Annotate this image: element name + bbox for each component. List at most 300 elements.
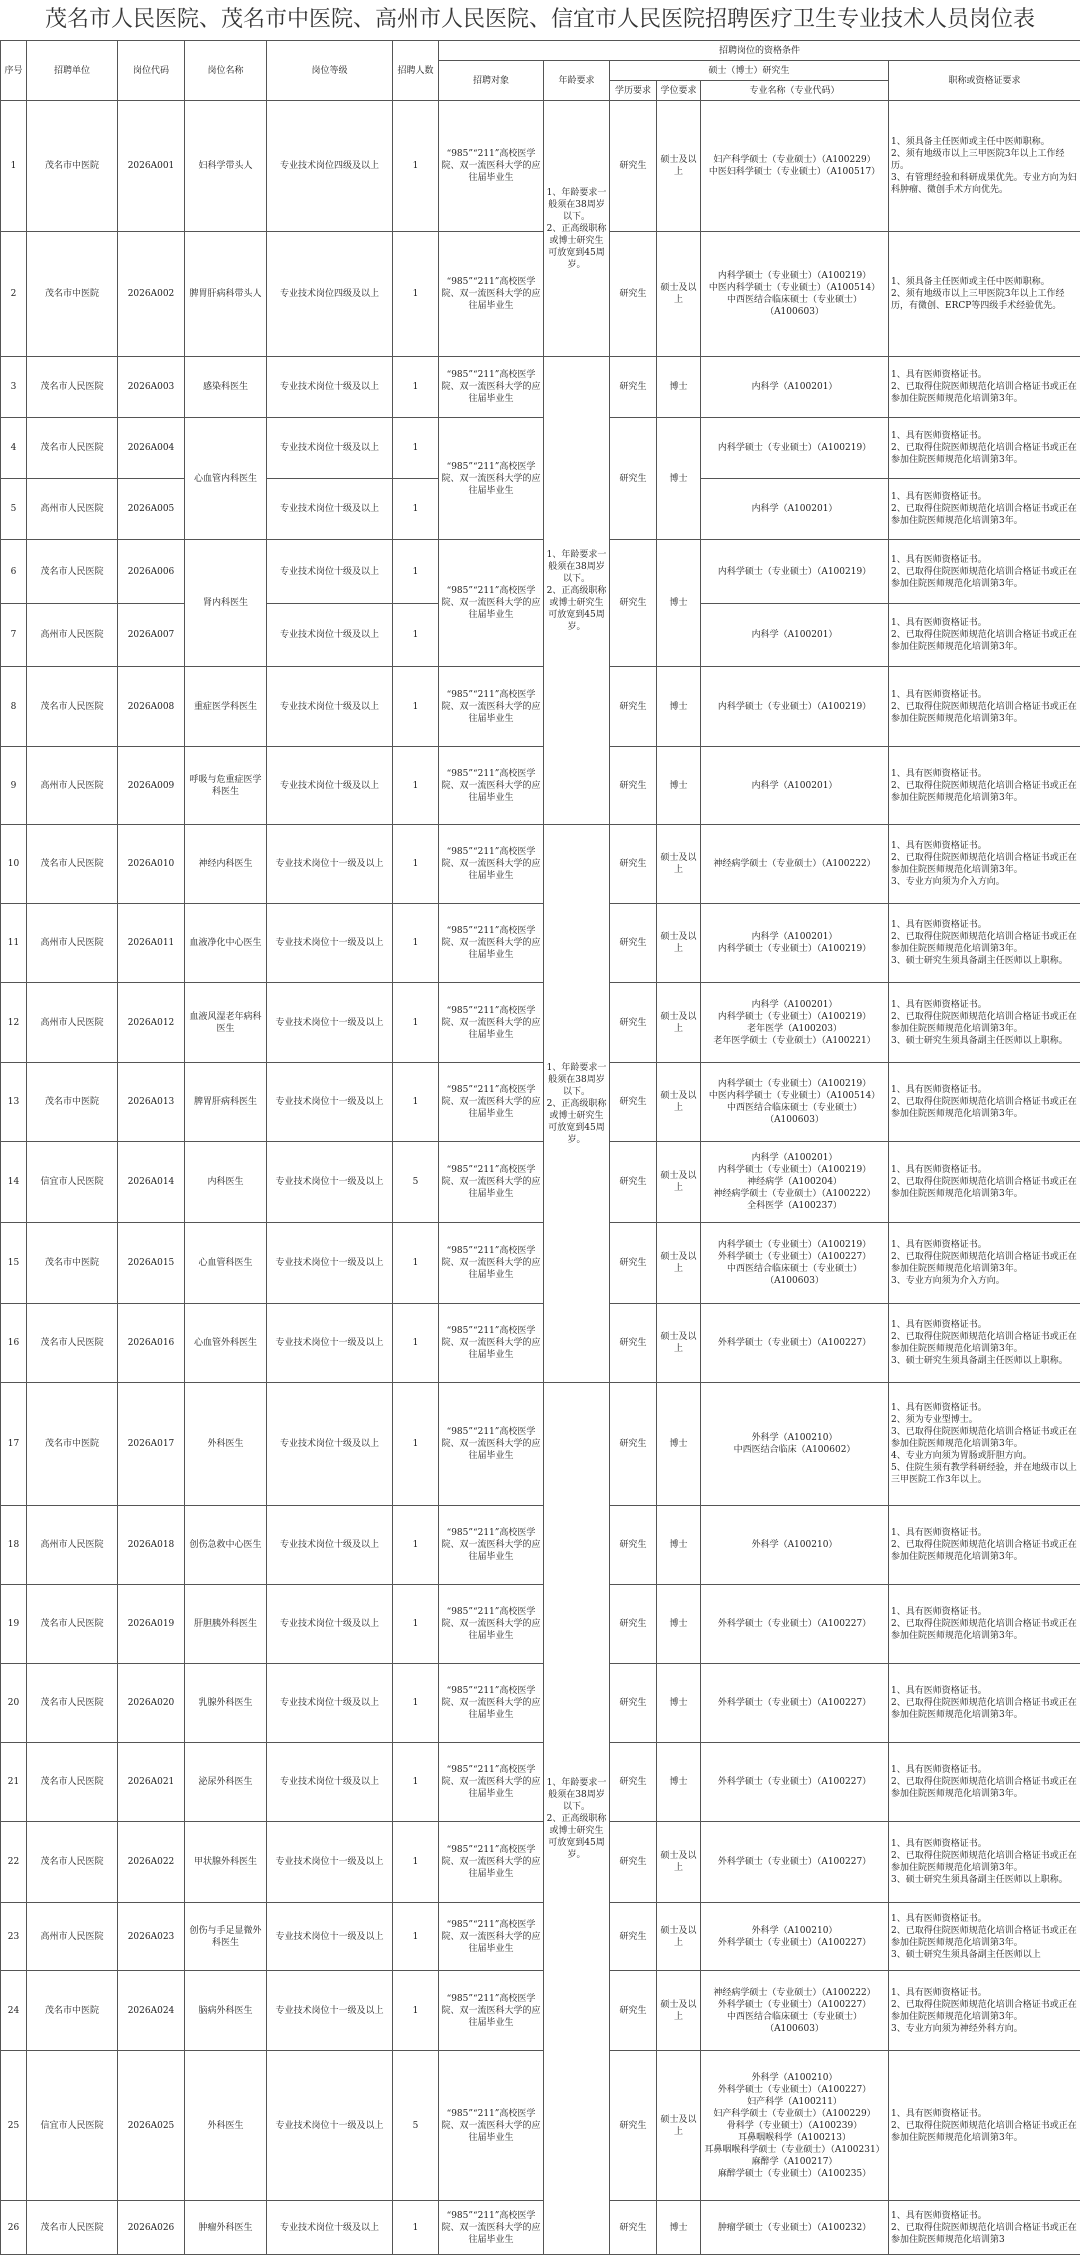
table-row xyxy=(1,1971,1080,2051)
cell-degree: 硕士及以上 xyxy=(657,1304,701,1383)
cell-seq: 20 xyxy=(1,1664,27,1743)
header-age: 年龄要求 xyxy=(544,61,610,101)
cell-level: 专业技术岗位十级及以上 xyxy=(267,540,393,604)
cell-target: “985”“211”高校医学院、双一流医科大学的应往届毕业生 xyxy=(439,540,544,667)
header-edu: 学历要求 xyxy=(610,81,657,101)
cell-code: 2026A005 xyxy=(118,479,185,540)
cell-count: 5 xyxy=(393,2051,439,2201)
cell-major: 肿瘤学硕士（专业硕士）（A100232） xyxy=(701,2201,889,2255)
cell-count: 1 xyxy=(393,1223,439,1304)
cell-major: 内科学硕士（专业硕士）（A100219） 中医内科学硕士（专业硕士）（A100514） 中西医结合临床硕士（专业硕士）（A100603） xyxy=(701,1063,889,1142)
position-table xyxy=(0,40,1080,2255)
cell-cert: 1、具有医师资格证书。 2、已取得住院医师规范化培训合格证书或正在参加住院医师规范化培训第3年。 3、硕士研究生须具备副主任医师以上职称。 xyxy=(889,904,1080,983)
cell-seq: 10 xyxy=(1,825,27,904)
cell-seq: 19 xyxy=(1,1585,27,1664)
cell-edu: 研究生 xyxy=(610,357,657,418)
cell-unit: 茂名市人民医院 xyxy=(27,667,118,747)
cell-major: 内科学硕士（专业硕士）（A100219） 外科学硕士（专业硕士）（A100227） 中西医结合临床硕士（专业硕士）（A100603） xyxy=(701,1223,889,1304)
cell-cert: 1、具有医师资格证书。 2、已取得住院医师规范化培训合格证书或正在参加住院医师规范化培训第3年。 xyxy=(889,1585,1080,1664)
cell-name: 外科医生 xyxy=(185,2051,267,2201)
cell-name: 外科医生 xyxy=(185,1383,267,1506)
cell-seq: 13 xyxy=(1,1063,27,1142)
cell-target: “985”“211”高校医学院、双一流医科大学的应往届毕业生 xyxy=(439,357,544,418)
table-row xyxy=(1,418,1080,479)
cell-edu: 研究生 xyxy=(610,1063,657,1142)
cell-major: 内科学（A100201） 内科学硕士（专业硕士）（A100219） 老年医学（A100203） 老年医学硕士（专业硕士）（A100221） xyxy=(701,983,889,1063)
cell-edu: 研究生 xyxy=(610,1743,657,1822)
cell-unit: 茂名市人民医院 xyxy=(27,540,118,604)
cell-cert: 1、具有医师资格证书。 2、已取得住院医师规范化培训合格证书或正在参加住院医师规范化培训第3年。 3、专业方向须为介入方向。 xyxy=(889,825,1080,904)
cell-level: 专业技术岗位十级及以上 xyxy=(267,1585,393,1664)
table-row xyxy=(1,540,1080,604)
cell-code: 2026A011 xyxy=(118,904,185,983)
cell-edu: 研究生 xyxy=(610,232,657,357)
cell-level: 专业技术岗位十级及以上 xyxy=(267,667,393,747)
cell-seq: 8 xyxy=(1,667,27,747)
cell-count: 1 xyxy=(393,825,439,904)
cell-level: 专业技术岗位十级及以上 xyxy=(267,1383,393,1506)
cell-level: 专业技术岗位十一级及以上 xyxy=(267,825,393,904)
cell-major: 内科学（A100201） 内科学硕士（专业硕士）（A100219） 神经病学（A100204） 神经病学硕士（专业硕士）（A100222） 全科医学（A100237） xyxy=(701,1142,889,1223)
cell-edu: 研究生 xyxy=(610,1971,657,2051)
cell-count: 1 xyxy=(393,604,439,667)
cell-count: 1 xyxy=(393,983,439,1063)
cell-count: 1 xyxy=(393,1063,439,1142)
cell-unit: 高州市人民医院 xyxy=(27,747,118,825)
cell-name: 脑病外科医生 xyxy=(185,1971,267,2051)
cell-cert: 1、具有医师资格证书。 2、已取得住院医师规范化培训合格证书或正在参加住院医师规范化培训第3年。 3、硕士研究生须具备副主任医师以上职称。 xyxy=(889,983,1080,1063)
cell-degree: 博士 xyxy=(657,540,701,667)
cell-seq: 14 xyxy=(1,1142,27,1223)
cell-cert: 1、具有医师资格证书。 2、已取得住院医师规范化培训合格证书或正在参加住院医师规范化培训第3年。 xyxy=(889,604,1080,667)
cell-target: “985”“211”高校医学院、双一流医科大学的应往届毕业生 xyxy=(439,1822,544,1903)
cell-code: 2026A001 xyxy=(118,101,185,232)
table-row xyxy=(1,983,1080,1063)
cell-level: 专业技术岗位十一级及以上 xyxy=(267,904,393,983)
header-degree: 学位要求 xyxy=(657,81,701,101)
cell-cert: 1、须具备主任医师或主任中医师职称。 2、须有地级市以上三甲医院3年以上工作经历，有微创、ERCP等四级手术经验优先。 xyxy=(889,232,1080,357)
cell-name: 心血管内科医生 xyxy=(185,418,267,540)
cell-edu: 研究生 xyxy=(610,1664,657,1743)
cell-degree: 博士 xyxy=(657,1506,701,1585)
cell-unit: 茂名市中医院 xyxy=(27,1971,118,2051)
cell-seq: 5 xyxy=(1,479,27,540)
cell-major: 内科学硕士（专业硕士）（A100219） xyxy=(701,667,889,747)
cell-edu: 研究生 xyxy=(610,1903,657,1971)
cell-age: 1、年龄要求一般须在38周岁以下。 2、正高级职称或博士研究生可放宽到45周岁。 xyxy=(544,825,610,1383)
cell-name: 血液风湿老年病科医生 xyxy=(185,983,267,1063)
cell-degree: 硕士及以上 xyxy=(657,1142,701,1223)
cell-name: 脾胃肝病科医生 xyxy=(185,1063,267,1142)
cell-seq: 18 xyxy=(1,1506,27,1585)
cell-major: 外科学硕士（专业硕士）（A100227） xyxy=(701,1743,889,1822)
cell-count: 1 xyxy=(393,1664,439,1743)
cell-code: 2026A003 xyxy=(118,357,185,418)
cell-cert: 1、具有医师资格证书。 2、已取得住院医师规范化培训合格证书或正在参加住院医师规范化培训第3年。 3、专业方向须为神经外科方向。 xyxy=(889,1971,1080,2051)
cell-unit: 茂名市人民医院 xyxy=(27,1304,118,1383)
cell-unit: 茂名市人民医院 xyxy=(27,825,118,904)
cell-cert: 1、具有医师资格证书。 2、须为专业型博士。 3、已取得住院医师规范化培训合格证书或正在参加住院医师规范化培训第3年。 4、专业方向须为胃肠或肝胆方向。 5、住院生须有教学科研经验，并在地级市以上三甲医院工作3年以上。 xyxy=(889,1383,1080,1506)
cell-age: 1、年龄要求一般须在38周岁以下。 2、正高级职称或博士研究生可放宽到45周岁。 xyxy=(544,101,610,357)
cell-unit: 高州市人民医院 xyxy=(27,479,118,540)
header-code: 岗位代码 xyxy=(118,41,185,101)
cell-cert: 1、具有医师资格证书。 2、已取得住院医师规范化培训合格证书或正在参加住院医师规范化培训第3年。 xyxy=(889,479,1080,540)
cell-seq: 21 xyxy=(1,1743,27,1822)
cell-unit: 高州市人民医院 xyxy=(27,904,118,983)
cell-degree: 博士 xyxy=(657,667,701,747)
cell-level: 专业技术岗位十一级及以上 xyxy=(267,1142,393,1223)
cell-name: 肾内科医生 xyxy=(185,540,267,667)
cell-unit: 茂名市人民医院 xyxy=(27,357,118,418)
cell-seq: 16 xyxy=(1,1304,27,1383)
cell-level: 专业技术岗位四级及以上 xyxy=(267,232,393,357)
cell-major: 内科学（A100201） 内科学硕士（专业硕士）（A100219） xyxy=(701,904,889,983)
cell-code: 2026A017 xyxy=(118,1383,185,1506)
cell-level: 专业技术岗位十级及以上 xyxy=(267,1664,393,1743)
cell-edu: 研究生 xyxy=(610,1304,657,1383)
cell-edu: 研究生 xyxy=(610,1585,657,1664)
cell-degree: 博士 xyxy=(657,2201,701,2255)
cell-level: 专业技术岗位十级及以上 xyxy=(267,357,393,418)
cell-name: 感染科医生 xyxy=(185,357,267,418)
cell-level: 专业技术岗位十级及以上 xyxy=(267,747,393,825)
cell-name: 肝胆胰外科医生 xyxy=(185,1585,267,1664)
cell-seq: 6 xyxy=(1,540,27,604)
table-row xyxy=(1,1506,1080,1585)
cell-degree: 博士 xyxy=(657,1664,701,1743)
cell-seq: 24 xyxy=(1,1971,27,2051)
cell-seq: 4 xyxy=(1,418,27,479)
cell-major: 内科学硕士（专业硕士）（A100219） xyxy=(701,418,889,479)
cell-cert: 1、具有医师资格证书。 2、已取得住院医师规范化培训合格证书或正在参加住院医师规范化培训第3年。 3、专业方向须为介入方向。 xyxy=(889,1223,1080,1304)
cell-cert: 1、具有医师资格证书。 2、已取得住院医师规范化培训合格证书或正在参加住院医师规范化培训第3年。 3、硕士研究生须具备副主任医师以上 xyxy=(889,1903,1080,1971)
header-count: 招聘人数 xyxy=(393,41,439,101)
table-row xyxy=(1,1822,1080,1903)
cell-cert: 1、具有医师资格证书。 2、已取得住院医师规范化培训合格证书或正在参加住院医师规范化培训第3年。 xyxy=(889,747,1080,825)
cell-target: “985”“211”高校医学院、双一流医科大学的应往届毕业生 xyxy=(439,747,544,825)
cell-edu: 研究生 xyxy=(610,747,657,825)
cell-edu: 研究生 xyxy=(610,418,657,540)
cell-name: 妇科学带头人 xyxy=(185,101,267,232)
cell-count: 1 xyxy=(393,1903,439,1971)
cell-edu: 研究生 xyxy=(610,101,657,232)
cell-level: 专业技术岗位十一级及以上 xyxy=(267,1903,393,1971)
cell-major: 外科学硕士（专业硕士）（A100227） xyxy=(701,1585,889,1664)
cell-edu: 研究生 xyxy=(610,540,657,667)
header-seq: 序号 xyxy=(1,41,27,101)
cell-code: 2026A013 xyxy=(118,1063,185,1142)
table-row xyxy=(1,1063,1080,1142)
cell-code: 2026A018 xyxy=(118,1506,185,1585)
table-row xyxy=(1,1743,1080,1822)
table-row xyxy=(1,667,1080,747)
cell-name: 肿瘤外科医生 xyxy=(185,2201,267,2255)
table-row xyxy=(1,1585,1080,1664)
cell-cert: 1、具有医师资格证书。 2、已取得住院医师规范化培训合格证书或正在参加住院医师规范化培训第3年。 xyxy=(889,357,1080,418)
cell-count: 1 xyxy=(393,540,439,604)
cell-seq: 26 xyxy=(1,2201,27,2255)
cell-level: 专业技术岗位十一级及以上 xyxy=(267,1822,393,1903)
cell-degree: 博士 xyxy=(657,1743,701,1822)
cell-target: “985”“211”高校医学院、双一流医科大学的应往届毕业生 xyxy=(439,101,544,232)
cell-degree: 硕士及以上 xyxy=(657,1063,701,1142)
table-row xyxy=(1,904,1080,983)
cell-unit: 高州市人民医院 xyxy=(27,983,118,1063)
cell-degree: 硕士及以上 xyxy=(657,1971,701,2051)
cell-seq: 15 xyxy=(1,1223,27,1304)
cell-major: 外科学（A100210） 中西医结合临床（A100602） xyxy=(701,1383,889,1506)
cell-name: 心血管外科医生 xyxy=(185,1304,267,1383)
cell-target: “985”“211”高校医学院、双一流医科大学的应往届毕业生 xyxy=(439,983,544,1063)
table-row xyxy=(1,1383,1080,1506)
cell-major: 内科学硕士（专业硕士）（A100219） xyxy=(701,540,889,604)
cell-cert: 1、具有医师资格证书。 2、已取得住院医师规范化培训合格证书或正在参加住院医师规范化培训第3年。 xyxy=(889,2051,1080,2201)
cell-cert: 1、具有医师资格证书。 2、已取得住院医师规范化培训合格证书或正在参加住院医师规范化培训第3年。 xyxy=(889,540,1080,604)
cell-target: “985”“211”高校医学院、双一流医科大学的应往届毕业生 xyxy=(439,2051,544,2201)
cell-level: 专业技术岗位十级及以上 xyxy=(267,418,393,479)
table-row xyxy=(1,101,1080,232)
cell-seq: 22 xyxy=(1,1822,27,1903)
cell-degree: 硕士及以上 xyxy=(657,2051,701,2201)
cell-code: 2026A004 xyxy=(118,418,185,479)
cell-degree: 硕士及以上 xyxy=(657,1822,701,1903)
cell-count: 5 xyxy=(393,1142,439,1223)
header-major: 专业名称（专业代码） xyxy=(701,81,889,101)
cell-unit: 茂名市中医院 xyxy=(27,1223,118,1304)
cell-unit: 茂名市人民医院 xyxy=(27,1743,118,1822)
cell-code: 2026A022 xyxy=(118,1822,185,1903)
cell-name: 重症医学科医生 xyxy=(185,667,267,747)
cell-seq: 3 xyxy=(1,357,27,418)
cell-seq: 7 xyxy=(1,604,27,667)
cell-code: 2026A023 xyxy=(118,1903,185,1971)
cell-cert: 1、具有医师资格证书。 2、已取得住院医师规范化培训合格证书或正在参加住院医师规范化培训第3年。 3、硕士研究生须具备副主任医师以上职称。 xyxy=(889,1304,1080,1383)
cell-level: 专业技术岗位十一级及以上 xyxy=(267,1971,393,2051)
cell-name: 泌尿外科医生 xyxy=(185,1743,267,1822)
cell-degree: 博士 xyxy=(657,1585,701,1664)
cell-name: 乳腺外科医生 xyxy=(185,1664,267,1743)
cell-unit: 茂名市人民医院 xyxy=(27,2201,118,2255)
cell-unit: 茂名市人民医院 xyxy=(27,1585,118,1664)
cell-target: “985”“211”高校医学院、双一流医科大学的应往届毕业生 xyxy=(439,1506,544,1585)
cell-unit: 高州市人民医院 xyxy=(27,604,118,667)
cell-count: 1 xyxy=(393,2201,439,2255)
cell-name: 创伤与手足显微外科医生 xyxy=(185,1903,267,1971)
cell-degree: 硕士及以上 xyxy=(657,232,701,357)
cell-code: 2026A019 xyxy=(118,1585,185,1664)
cell-degree: 硕士及以上 xyxy=(657,101,701,232)
cell-code: 2026A025 xyxy=(118,2051,185,2201)
cell-cert: 1、具有医师资格证书。 2、已取得住院医师规范化培训合格证书或正在参加住院医师规范化培训第3年。 xyxy=(889,1142,1080,1223)
cell-count: 1 xyxy=(393,747,439,825)
cell-degree: 博士 xyxy=(657,1383,701,1506)
cell-major: 外科学硕士（专业硕士）（A100227） xyxy=(701,1664,889,1743)
cell-unit: 茂名市中医院 xyxy=(27,101,118,232)
cell-code: 2026A012 xyxy=(118,983,185,1063)
cell-unit: 茂名市中医院 xyxy=(27,1063,118,1142)
header-target: 招聘对象 xyxy=(439,61,544,101)
cell-degree: 硕士及以上 xyxy=(657,1903,701,1971)
cell-level: 专业技术岗位十级及以上 xyxy=(267,2201,393,2255)
cell-unit: 茂名市人民医院 xyxy=(27,418,118,479)
cell-seq: 9 xyxy=(1,747,27,825)
cell-code: 2026A009 xyxy=(118,747,185,825)
table-row xyxy=(1,1223,1080,1304)
cell-degree: 博士 xyxy=(657,418,701,540)
cell-major: 外科学硕士（专业硕士）（A100227） xyxy=(701,1304,889,1383)
cell-code: 2026A026 xyxy=(118,2201,185,2255)
cell-cert: 1、具有医师资格证书。 2、已取得住院医师规范化培训合格证书或正在参加住院医师规范化培训第3年。 xyxy=(889,1743,1080,1822)
cell-count: 1 xyxy=(393,418,439,479)
cell-major: 内科学（A100201） xyxy=(701,747,889,825)
cell-code: 2026A008 xyxy=(118,667,185,747)
cell-seq: 12 xyxy=(1,983,27,1063)
cell-name: 神经内科医生 xyxy=(185,825,267,904)
cell-code: 2026A015 xyxy=(118,1223,185,1304)
cell-target: “985”“211”高校医学院、双一流医科大学的应往届毕业生 xyxy=(439,1664,544,1743)
cell-unit: 高州市人民医院 xyxy=(27,1903,118,1971)
cell-level: 专业技术岗位十一级及以上 xyxy=(267,1063,393,1142)
cell-target: “985”“211”高校医学院、双一流医科大学的应往届毕业生 xyxy=(439,904,544,983)
cell-count: 1 xyxy=(393,101,439,232)
cell-code: 2026A016 xyxy=(118,1304,185,1383)
table-row xyxy=(1,357,1080,418)
table-row xyxy=(1,232,1080,357)
cell-edu: 研究生 xyxy=(610,1383,657,1506)
table-body xyxy=(1,101,1080,2255)
cell-unit: 茂名市人民医院 xyxy=(27,1664,118,1743)
cell-code: 2026A024 xyxy=(118,1971,185,2051)
cell-seq: 25 xyxy=(1,2051,27,2201)
cell-count: 1 xyxy=(393,1506,439,1585)
cell-major: 外科学（A100210） 外科学硕士（专业硕士）（A100227） 妇产科学（A100211） 妇产科学硕士（专业硕士）（A100229） 骨科学（专业硕士）（A100239） 耳鼻咽喉科学（A100213） 耳鼻咽喉科学硕士（专业硕士）（A100231） 麻醉学（A100217） 麻醉学硕士（专业硕士）（A100235） xyxy=(701,2051,889,2201)
cell-unit: 茂名市人民医院 xyxy=(27,1822,118,1903)
cell-degree: 硕士及以上 xyxy=(657,825,701,904)
cell-level: 专业技术岗位十一级及以上 xyxy=(267,2051,393,2201)
cell-level: 专业技术岗位十一级及以上 xyxy=(267,983,393,1063)
cell-target: “985”“211”高校医学院、双一流医科大学的应往届毕业生 xyxy=(439,1304,544,1383)
cell-name: 呼吸与危重症医学科医生 xyxy=(185,747,267,825)
cell-degree: 博士 xyxy=(657,357,701,418)
cell-count: 1 xyxy=(393,904,439,983)
cell-unit: 茂名市中医院 xyxy=(27,1383,118,1506)
cell-target: “985”“211”高校医学院、双一流医科大学的应往届毕业生 xyxy=(439,1063,544,1142)
cell-edu: 研究生 xyxy=(610,1142,657,1223)
cell-level: 专业技术岗位十级及以上 xyxy=(267,479,393,540)
cell-cert: 1、具有医师资格证书。 2、已取得住院医师规范化培训合格证书或正在参加住院医师规范化培训第3年。 3、硕士研究生须具备副主任医师以上职称。 xyxy=(889,1822,1080,1903)
cell-target: “985”“211”高校医学院、双一流医科大学的应往届毕业生 xyxy=(439,418,544,540)
cell-degree: 硕士及以上 xyxy=(657,1223,701,1304)
cell-target: “985”“211”高校医学院、双一流医科大学的应往届毕业生 xyxy=(439,1743,544,1822)
cell-level: 专业技术岗位十级及以上 xyxy=(267,1743,393,1822)
cell-target: “985”“211”高校医学院、双一流医科大学的应往届毕业生 xyxy=(439,1903,544,1971)
cell-target: “985”“211”高校医学院、双一流医科大学的应往届毕业生 xyxy=(439,1585,544,1664)
cell-code: 2026A014 xyxy=(118,1142,185,1223)
cell-code: 2026A002 xyxy=(118,232,185,357)
cell-edu: 研究生 xyxy=(610,1822,657,1903)
table-row xyxy=(1,2201,1080,2255)
cell-age: 1、年龄要求一般须在38周岁以下。 2、正高级职称或博士研究生可放宽到45周岁。 xyxy=(544,357,610,825)
table-row xyxy=(1,1304,1080,1383)
cell-name: 内科医生 xyxy=(185,1142,267,1223)
cell-unit: 高州市人民医院 xyxy=(27,1506,118,1585)
header-cert: 职称或资格证要求 xyxy=(889,61,1080,101)
header-name: 岗位名称 xyxy=(185,41,267,101)
cell-name: 血液净化中心医生 xyxy=(185,904,267,983)
cell-name: 甲状腺外科医生 xyxy=(185,1822,267,1903)
header-level: 岗位等级 xyxy=(267,41,393,101)
cell-code: 2026A007 xyxy=(118,604,185,667)
cell-level: 专业技术岗位十级及以上 xyxy=(267,1506,393,1585)
cell-edu: 研究生 xyxy=(610,904,657,983)
cell-count: 1 xyxy=(393,357,439,418)
cell-seq: 17 xyxy=(1,1383,27,1506)
header-unit: 招聘单位 xyxy=(27,41,118,101)
cell-code: 2026A010 xyxy=(118,825,185,904)
cell-major: 内科学（A100201） xyxy=(701,357,889,418)
cell-unit: 茂名市中医院 xyxy=(27,232,118,357)
cell-name: 创伤急救中心医生 xyxy=(185,1506,267,1585)
cell-count: 1 xyxy=(393,1743,439,1822)
cell-degree: 博士 xyxy=(657,747,701,825)
cell-cert: 1、具有医师资格证书。 2、已取得住院医师规范化培训合格证书或正在参加住院医师规范化培训第3年。 xyxy=(889,667,1080,747)
cell-target: “985”“211”高校医学院、双一流医科大学的应往届毕业生 xyxy=(439,1142,544,1223)
cell-cert: 1、具有医师资格证书。 2、已取得住院医师规范化培训合格证书或正在参加住院医师规范化培训第3年。 xyxy=(889,1506,1080,1585)
cell-degree: 硕士及以上 xyxy=(657,983,701,1063)
table-row xyxy=(1,747,1080,825)
cell-major: 内科学硕士（专业硕士）（A100219） 中医内科学硕士（专业硕士）（A100514） 中西医结合临床硕士（专业硕士）（A100603） xyxy=(701,232,889,357)
header-master-phd: 硕士（博士）研究生 xyxy=(610,61,889,81)
cell-target: “985”“211”高校医学院、双一流医科大学的应往届毕业生 xyxy=(439,825,544,904)
cell-edu: 研究生 xyxy=(610,667,657,747)
cell-count: 1 xyxy=(393,1585,439,1664)
cell-major: 外科学（A100210） xyxy=(701,1506,889,1585)
cell-edu: 研究生 xyxy=(610,2051,657,2201)
cell-name: 心血管科医生 xyxy=(185,1223,267,1304)
cell-count: 1 xyxy=(393,1822,439,1903)
cell-cert: 1、具有医师资格证书。 2、已取得住院医师规范化培训合格证书或正在参加住院医师规范化培训第3年。 xyxy=(889,418,1080,479)
cell-code: 2026A021 xyxy=(118,1743,185,1822)
cell-major: 妇产科学硕士（专业硕士）（A100229） 中医妇科学硕士（专业硕士）（A100517） xyxy=(701,101,889,232)
cell-cert: 1、须具备主任医师或主任中医师职称。 2、须有地级市以上三甲医院3年以上工作经历。 3、有管理经验和科研成果优先。专业方向为妇科肿瘤、微创手术方向优先。 xyxy=(889,101,1080,232)
cell-level: 专业技术岗位四级及以上 xyxy=(267,101,393,232)
cell-seq: 2 xyxy=(1,232,27,357)
cell-major: 神经病学硕士（专业硕士）（A100222） xyxy=(701,825,889,904)
table-row xyxy=(1,1142,1080,1223)
cell-unit: 信宜市人民医院 xyxy=(27,1142,118,1223)
cell-edu: 研究生 xyxy=(610,1223,657,1304)
cell-edu: 研究生 xyxy=(610,2201,657,2255)
cell-code: 2026A006 xyxy=(118,540,185,604)
cell-major: 神经病学硕士（专业硕士）（A100222） 外科学硕士（专业硕士）（A100227） 中西医结合临床硕士（专业硕士）（A100603） xyxy=(701,1971,889,2051)
cell-seq: 23 xyxy=(1,1903,27,1971)
table-row xyxy=(1,2051,1080,2201)
cell-count: 1 xyxy=(393,479,439,540)
cell-edu: 研究生 xyxy=(610,1506,657,1585)
cell-cert: 1、具有医师资格证书。 2、已取得住院医师规范化培训合格证书或正在参加住院医师规范化培训第3年。 xyxy=(889,1664,1080,1743)
cell-major: 内科学（A100201） xyxy=(701,479,889,540)
cell-target: “985”“211”高校医学院、双一流医科大学的应往届毕业生 xyxy=(439,1971,544,2051)
cell-cert: 1、具有医师资格证书。 2、已取得住院医师规范化培训合格证书或正在参加住院医师规范化培训第3 xyxy=(889,2201,1080,2255)
table-row xyxy=(1,825,1080,904)
cell-code: 2026A020 xyxy=(118,1664,185,1743)
cell-count: 1 xyxy=(393,1304,439,1383)
cell-level: 专业技术岗位十一级及以上 xyxy=(267,1304,393,1383)
cell-major: 外科学（A100210） 外科学硕士（专业硕士）（A100227） xyxy=(701,1903,889,1971)
cell-major: 内科学（A100201） xyxy=(701,604,889,667)
cell-seq: 11 xyxy=(1,904,27,983)
cell-count: 1 xyxy=(393,1971,439,2051)
